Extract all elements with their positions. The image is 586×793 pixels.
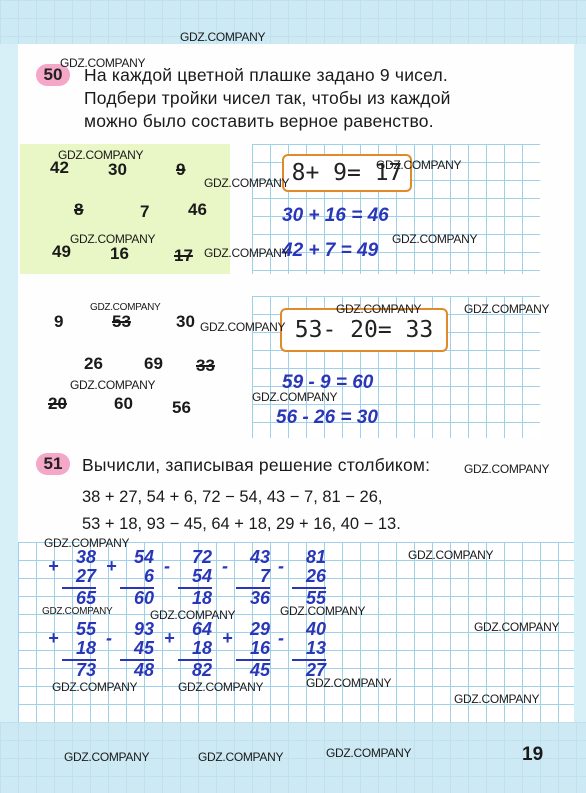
- column-result: 27: [292, 659, 326, 680]
- task-51-instruction: Вычисли, записывая решение столбиком:: [82, 455, 431, 475]
- column-result: 48: [120, 659, 154, 680]
- operation-sign: +: [106, 556, 117, 576]
- plate2-number-crossed: 53: [112, 312, 131, 331]
- column-calculation: [222, 619, 270, 680]
- operand-top: 55: [75, 619, 96, 639]
- watermark-text: GDZ.COMPANY: [204, 246, 290, 260]
- plate2-number-crossed: 20: [48, 394, 67, 413]
- operand-bottom: 6: [143, 566, 154, 586]
- watermark-text: GDZ.COMPANY: [326, 746, 412, 760]
- operand-top: 64: [191, 619, 212, 639]
- watermark-text: GDZ.COMPANY: [150, 608, 236, 622]
- watermark-text: GDZ.COMPANY: [252, 390, 338, 404]
- watermark-text: GDZ.COMPANY: [204, 176, 290, 190]
- operand-top: 81: [305, 547, 326, 567]
- watermark-text: GDZ.COMPANY: [42, 606, 113, 617]
- operand-bottom: 26: [305, 566, 326, 586]
- column-calculation: [278, 547, 326, 608]
- column-result: 65: [62, 587, 96, 608]
- operand-bottom: 13: [305, 638, 326, 658]
- operation-sign: +: [48, 556, 59, 576]
- column-calculation: [164, 619, 212, 680]
- column-calculation: [106, 547, 154, 608]
- watermark-text: GDZ.COMPANY: [392, 232, 478, 246]
- plate2-number-crossed: 33: [196, 356, 215, 375]
- column-result: 60: [120, 587, 154, 608]
- watermark-text: GDZ.COMPANY: [198, 750, 284, 764]
- watermark-text: GDZ.COMPANY: [44, 536, 130, 550]
- task-51-row-2: 53 + 18, 93 − 45, 64 + 18, 29 + 16, 40 − 13.: [82, 515, 401, 533]
- plate1-number: 30: [108, 160, 127, 179]
- watermark-text: GDZ.COMPANY: [408, 548, 494, 562]
- operation-sign: -: [164, 556, 170, 576]
- watermark-text: GDZ.COMPANY: [280, 604, 366, 618]
- operand-top: 72: [191, 547, 212, 567]
- plate2-number: 60: [114, 394, 133, 413]
- column-calculation: [48, 547, 96, 608]
- plate2-answer: 56 - 26 = 30: [276, 407, 378, 428]
- watermark-text: GDZ.COMPANY: [90, 302, 161, 313]
- plate2-answer: 59 - 9 = 60: [282, 372, 374, 393]
- operand-top: 93: [133, 619, 154, 639]
- watermark-text: GDZ.COMPANY: [70, 378, 156, 392]
- operand-bottom: 45: [133, 638, 154, 658]
- operation-sign: -: [106, 628, 112, 648]
- plate1-number: 42: [50, 158, 69, 177]
- plate1-number-crossed: 17: [174, 246, 193, 265]
- plate1-number-crossed: 9: [176, 160, 186, 179]
- operand-bottom: 7: [259, 566, 270, 586]
- plate1-number: 49: [52, 242, 71, 261]
- operation-sign: -: [222, 556, 228, 576]
- watermark-text: GDZ.COMPANY: [60, 56, 146, 70]
- operation-sign: -: [278, 556, 284, 576]
- task-50-line-3: можно было составить верное равенство.: [84, 111, 434, 131]
- column-calculation: [278, 619, 326, 680]
- top-grid-band: [0, 0, 586, 44]
- operand-top: 43: [249, 547, 270, 567]
- operand-bottom: 18: [191, 638, 212, 658]
- task-50-badge: 50: [36, 64, 70, 86]
- plate1-answer: 30 + 16 = 46: [282, 205, 389, 226]
- operand-bottom: 27: [75, 566, 96, 586]
- operation-sign: +: [222, 628, 233, 648]
- operand-bottom: 16: [249, 638, 270, 658]
- plate2-number: 9: [54, 312, 64, 331]
- plate2-example-box: 53- 20= 33: [280, 308, 448, 352]
- plate1-number-crossed: 8: [74, 200, 84, 219]
- plate1-number: 16: [110, 244, 129, 263]
- operand-bottom: 18: [75, 638, 96, 658]
- task-51-badge: 51: [36, 453, 70, 475]
- column-calculation: [222, 547, 270, 608]
- watermark-text: GDZ.COMPANY: [64, 750, 150, 764]
- column-result: 82: [178, 659, 212, 680]
- plate1-number: 46: [188, 200, 207, 219]
- column-calculation: [48, 619, 96, 680]
- watermark-text: GDZ.COMPANY: [454, 692, 540, 706]
- operation-sign: +: [48, 628, 59, 648]
- task-50-line-1: На каждой цветной плашке задано 9 чисел.: [84, 65, 448, 85]
- task-50-line-2: Подбери тройки чисел так, чтобы из каждой: [84, 88, 451, 108]
- watermark-text: GDZ.COMPANY: [336, 302, 422, 316]
- watermark-text: GDZ.COMPANY: [180, 30, 266, 44]
- operand-bottom: 54: [191, 566, 212, 586]
- column-result: 45: [236, 659, 270, 680]
- column-result: 55: [292, 587, 326, 608]
- plate2-number: 56: [172, 398, 191, 417]
- watermark-text: GDZ.COMPANY: [474, 620, 560, 634]
- watermark-text: GDZ.COMPANY: [52, 680, 138, 694]
- watermark-text: GDZ.COMPANY: [464, 302, 550, 316]
- operand-top: 54: [133, 547, 154, 567]
- operand-top: 29: [249, 619, 270, 639]
- column-result: 73: [62, 659, 96, 680]
- page-number: 19: [522, 744, 544, 765]
- watermark-text: GDZ.COMPANY: [376, 158, 462, 172]
- plate2-number: 30: [176, 312, 195, 331]
- operand-top: 40: [305, 619, 326, 639]
- watermark-text: GDZ.COMPANY: [200, 320, 286, 334]
- column-result: 18: [178, 587, 212, 608]
- column-calculation: [106, 619, 154, 680]
- plate2-number: 69: [144, 354, 163, 373]
- watermark-text: GDZ.COMPANY: [178, 680, 264, 694]
- operation-sign: +: [164, 628, 175, 648]
- watermark-text: GDZ.COMPANY: [58, 148, 144, 162]
- plate1-answer: 42 + 7 = 49: [282, 240, 379, 261]
- watermark-text: GDZ.COMPANY: [464, 462, 550, 476]
- task-51-row-1: 38 + 27, 54 + 6, 72 − 54, 43 − 7, 81 − 26,: [82, 488, 383, 506]
- plate1-number: 7: [140, 202, 150, 221]
- watermark-text: GDZ.COMPANY: [306, 676, 392, 690]
- column-result: 36: [236, 587, 270, 608]
- plate2-number: 26: [84, 354, 103, 373]
- plate1-example-box: 8+ 9= 17: [282, 154, 412, 192]
- operation-sign: -: [278, 628, 284, 648]
- column-calculation: [164, 547, 212, 608]
- watermark-text: GDZ.COMPANY: [70, 232, 156, 246]
- operand-top: 38: [75, 547, 96, 567]
